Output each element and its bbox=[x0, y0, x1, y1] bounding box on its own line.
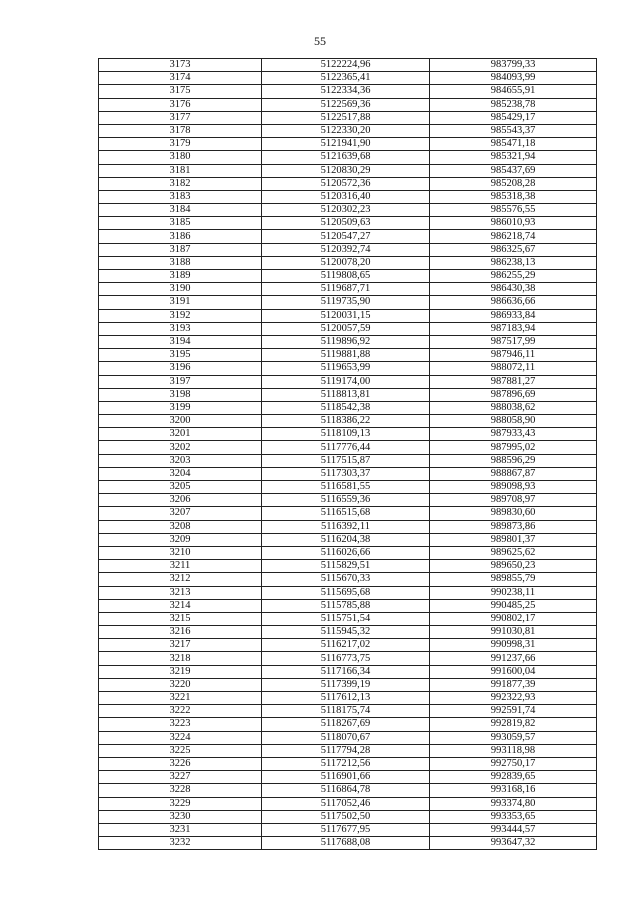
y-coordinate-cell: 990238,11 bbox=[430, 586, 597, 599]
table-row bbox=[99, 665, 597, 678]
x-coordinate-cell: 5116217,02 bbox=[262, 639, 430, 652]
table-row bbox=[99, 810, 597, 823]
y-coordinate-cell: 991600,04 bbox=[430, 665, 597, 678]
x-coordinate-cell: 5115695,68 bbox=[262, 586, 430, 599]
y-coordinate-cell: 986255,29 bbox=[430, 270, 597, 283]
x-coordinate-cell: 5117688,08 bbox=[262, 837, 430, 850]
point-number-cell: 3191 bbox=[99, 296, 262, 309]
x-coordinate-cell: 5117502,50 bbox=[262, 810, 430, 823]
table-row bbox=[99, 757, 597, 770]
point-number-cell: 3177 bbox=[99, 111, 262, 124]
point-number-cell: 3202 bbox=[99, 441, 262, 454]
point-number-cell: 3207 bbox=[99, 507, 262, 520]
x-coordinate-cell: 5119896,92 bbox=[262, 335, 430, 348]
table-row bbox=[99, 322, 597, 335]
y-coordinate-cell: 987881,27 bbox=[430, 375, 597, 388]
x-coordinate-cell: 5120572,36 bbox=[262, 177, 430, 190]
point-number-cell: 3180 bbox=[99, 151, 262, 164]
table-row bbox=[99, 190, 597, 203]
point-number-cell: 3185 bbox=[99, 217, 262, 230]
point-number-cell: 3221 bbox=[99, 692, 262, 705]
y-coordinate-cell: 987946,11 bbox=[430, 349, 597, 362]
point-number-cell: 3219 bbox=[99, 665, 262, 678]
table-row bbox=[99, 362, 597, 375]
point-number-cell: 3210 bbox=[99, 546, 262, 559]
y-coordinate-cell: 989708,97 bbox=[430, 494, 597, 507]
point-number-cell: 3222 bbox=[99, 705, 262, 718]
point-number-cell: 3213 bbox=[99, 586, 262, 599]
x-coordinate-cell: 5116515,68 bbox=[262, 507, 430, 520]
x-coordinate-cell: 5120302,23 bbox=[262, 204, 430, 217]
point-number-cell: 3201 bbox=[99, 428, 262, 441]
x-coordinate-cell: 5118542,38 bbox=[262, 401, 430, 414]
table-row bbox=[99, 72, 597, 85]
point-number-cell: 3216 bbox=[99, 626, 262, 639]
point-number-cell: 3196 bbox=[99, 362, 262, 375]
x-coordinate-cell: 5117677,95 bbox=[262, 823, 430, 836]
point-number-cell: 3194 bbox=[99, 335, 262, 348]
y-coordinate-cell: 989625,62 bbox=[430, 546, 597, 559]
point-number-cell: 3227 bbox=[99, 771, 262, 784]
y-coordinate-cell: 993647,32 bbox=[430, 837, 597, 850]
x-coordinate-cell: 5118386,22 bbox=[262, 415, 430, 428]
x-coordinate-cell: 5118267,69 bbox=[262, 718, 430, 731]
table-row bbox=[99, 335, 597, 348]
table-row bbox=[99, 599, 597, 612]
table-row bbox=[99, 797, 597, 810]
y-coordinate-cell: 985437,69 bbox=[430, 164, 597, 177]
x-coordinate-cell: 5121639,68 bbox=[262, 151, 430, 164]
y-coordinate-cell: 985321,94 bbox=[430, 151, 597, 164]
point-number-cell: 3208 bbox=[99, 520, 262, 533]
point-number-cell: 3189 bbox=[99, 270, 262, 283]
x-coordinate-cell: 5122224,96 bbox=[262, 59, 430, 72]
point-number-cell: 3204 bbox=[99, 467, 262, 480]
table-row bbox=[99, 98, 597, 111]
table-row bbox=[99, 124, 597, 137]
x-coordinate-cell: 5117515,87 bbox=[262, 454, 430, 467]
x-coordinate-cell: 5119653,99 bbox=[262, 362, 430, 375]
point-number-cell: 3190 bbox=[99, 283, 262, 296]
table-row bbox=[99, 612, 597, 625]
y-coordinate-cell: 993444,57 bbox=[430, 823, 597, 836]
point-number-cell: 3174 bbox=[99, 72, 262, 85]
point-number-cell: 3183 bbox=[99, 190, 262, 203]
y-coordinate-cell: 988038,62 bbox=[430, 401, 597, 414]
y-coordinate-cell: 991030,81 bbox=[430, 626, 597, 639]
table-row bbox=[99, 718, 597, 731]
point-number-cell: 3226 bbox=[99, 757, 262, 770]
y-coordinate-cell: 988072,11 bbox=[430, 362, 597, 375]
y-coordinate-cell: 985471,18 bbox=[430, 138, 597, 151]
table-row bbox=[99, 573, 597, 586]
table-row bbox=[99, 560, 597, 573]
y-coordinate-cell: 989830,60 bbox=[430, 507, 597, 520]
x-coordinate-cell: 5116392,11 bbox=[262, 520, 430, 533]
point-number-cell: 3178 bbox=[99, 124, 262, 137]
table-row bbox=[99, 138, 597, 151]
point-number-cell: 3212 bbox=[99, 573, 262, 586]
point-number-cell: 3203 bbox=[99, 454, 262, 467]
y-coordinate-cell: 986010,93 bbox=[430, 217, 597, 230]
point-number-cell: 3223 bbox=[99, 718, 262, 731]
table-row bbox=[99, 59, 597, 72]
y-coordinate-cell: 992819,82 bbox=[430, 718, 597, 731]
point-number-cell: 3197 bbox=[99, 375, 262, 388]
point-number-cell: 3206 bbox=[99, 494, 262, 507]
point-number-cell: 3225 bbox=[99, 744, 262, 757]
y-coordinate-cell: 990802,17 bbox=[430, 612, 597, 625]
table-row bbox=[99, 256, 597, 269]
y-coordinate-cell: 986430,38 bbox=[430, 283, 597, 296]
table-row bbox=[99, 546, 597, 559]
y-coordinate-cell: 992591,74 bbox=[430, 705, 597, 718]
point-number-cell: 3228 bbox=[99, 784, 262, 797]
y-coordinate-cell: 987995,02 bbox=[430, 441, 597, 454]
table-row bbox=[99, 837, 597, 850]
point-number-cell: 3218 bbox=[99, 652, 262, 665]
point-number-cell: 3198 bbox=[99, 388, 262, 401]
table-row bbox=[99, 507, 597, 520]
table-row bbox=[99, 164, 597, 177]
coordinates-table bbox=[98, 58, 597, 850]
y-coordinate-cell: 989801,37 bbox=[430, 533, 597, 546]
x-coordinate-cell: 5119808,65 bbox=[262, 270, 430, 283]
x-coordinate-cell: 5118109,13 bbox=[262, 428, 430, 441]
x-coordinate-cell: 5116204,38 bbox=[262, 533, 430, 546]
point-number-cell: 3182 bbox=[99, 177, 262, 190]
y-coordinate-cell: 988867,87 bbox=[430, 467, 597, 480]
table-row bbox=[99, 771, 597, 784]
x-coordinate-cell: 5120547,27 bbox=[262, 230, 430, 243]
point-number-cell: 3179 bbox=[99, 138, 262, 151]
table-row bbox=[99, 441, 597, 454]
y-coordinate-cell: 987933,43 bbox=[430, 428, 597, 441]
point-number-cell: 3214 bbox=[99, 599, 262, 612]
table-row bbox=[99, 415, 597, 428]
y-coordinate-cell: 989650,23 bbox=[430, 560, 597, 573]
x-coordinate-cell: 5117166,34 bbox=[262, 665, 430, 678]
point-number-cell: 3224 bbox=[99, 731, 262, 744]
table-row bbox=[99, 349, 597, 362]
y-coordinate-cell: 993168,16 bbox=[430, 784, 597, 797]
point-number-cell: 3200 bbox=[99, 415, 262, 428]
point-number-cell: 3181 bbox=[99, 164, 262, 177]
table-row bbox=[99, 296, 597, 309]
table-row bbox=[99, 151, 597, 164]
x-coordinate-cell: 5116901,66 bbox=[262, 771, 430, 784]
point-number-cell: 3175 bbox=[99, 85, 262, 98]
table-row bbox=[99, 520, 597, 533]
x-coordinate-cell: 5118175,74 bbox=[262, 705, 430, 718]
table-row bbox=[99, 639, 597, 652]
table-row bbox=[99, 401, 597, 414]
point-number-cell: 3192 bbox=[99, 309, 262, 322]
x-coordinate-cell: 5120392,74 bbox=[262, 243, 430, 256]
x-coordinate-cell: 5122569,36 bbox=[262, 98, 430, 111]
x-coordinate-cell: 5119174,00 bbox=[262, 375, 430, 388]
table-row bbox=[99, 744, 597, 757]
y-coordinate-cell: 993353,65 bbox=[430, 810, 597, 823]
y-coordinate-cell: 987183,94 bbox=[430, 322, 597, 335]
x-coordinate-cell: 5116773,75 bbox=[262, 652, 430, 665]
y-coordinate-cell: 989098,93 bbox=[430, 481, 597, 494]
y-coordinate-cell: 993118,98 bbox=[430, 744, 597, 757]
x-coordinate-cell: 5122334,36 bbox=[262, 85, 430, 98]
x-coordinate-cell: 5115670,33 bbox=[262, 573, 430, 586]
y-coordinate-cell: 984655,91 bbox=[430, 85, 597, 98]
y-coordinate-cell: 986636,66 bbox=[430, 296, 597, 309]
y-coordinate-cell: 989873,86 bbox=[430, 520, 597, 533]
x-coordinate-cell: 5115785,88 bbox=[262, 599, 430, 612]
y-coordinate-cell: 984093,99 bbox=[430, 72, 597, 85]
x-coordinate-cell: 5120031,15 bbox=[262, 309, 430, 322]
point-number-cell: 3220 bbox=[99, 678, 262, 691]
table-row bbox=[99, 388, 597, 401]
table-row bbox=[99, 705, 597, 718]
table-row bbox=[99, 217, 597, 230]
table-row bbox=[99, 85, 597, 98]
y-coordinate-cell: 985238,78 bbox=[430, 98, 597, 111]
y-coordinate-cell: 992322,93 bbox=[430, 692, 597, 705]
y-coordinate-cell: 989855,79 bbox=[430, 573, 597, 586]
x-coordinate-cell: 5118813,81 bbox=[262, 388, 430, 401]
table-row bbox=[99, 481, 597, 494]
point-number-cell: 3187 bbox=[99, 243, 262, 256]
y-coordinate-cell: 990998,31 bbox=[430, 639, 597, 652]
table-row bbox=[99, 375, 597, 388]
table-row bbox=[99, 586, 597, 599]
x-coordinate-cell: 5115751,54 bbox=[262, 612, 430, 625]
y-coordinate-cell: 988058,90 bbox=[430, 415, 597, 428]
x-coordinate-cell: 5115945,32 bbox=[262, 626, 430, 639]
table-row bbox=[99, 467, 597, 480]
coordinates-table-body bbox=[99, 59, 597, 850]
y-coordinate-cell: 993059,57 bbox=[430, 731, 597, 744]
point-number-cell: 3184 bbox=[99, 204, 262, 217]
point-number-cell: 3229 bbox=[99, 797, 262, 810]
table-row bbox=[99, 678, 597, 691]
table-row bbox=[99, 494, 597, 507]
table-row bbox=[99, 784, 597, 797]
x-coordinate-cell: 5121941,90 bbox=[262, 138, 430, 151]
table-row bbox=[99, 428, 597, 441]
x-coordinate-cell: 5120316,40 bbox=[262, 190, 430, 203]
table-row bbox=[99, 692, 597, 705]
x-coordinate-cell: 5117303,37 bbox=[262, 467, 430, 480]
y-coordinate-cell: 993374,80 bbox=[430, 797, 597, 810]
x-coordinate-cell: 5122365,41 bbox=[262, 72, 430, 85]
x-coordinate-cell: 5122330,20 bbox=[262, 124, 430, 137]
point-number-cell: 3186 bbox=[99, 230, 262, 243]
y-coordinate-cell: 990485,25 bbox=[430, 599, 597, 612]
point-number-cell: 3231 bbox=[99, 823, 262, 836]
y-coordinate-cell: 987896,69 bbox=[430, 388, 597, 401]
table-row bbox=[99, 177, 597, 190]
y-coordinate-cell: 992750,17 bbox=[430, 757, 597, 770]
table-row bbox=[99, 309, 597, 322]
table-row bbox=[99, 283, 597, 296]
y-coordinate-cell: 991237,66 bbox=[430, 652, 597, 665]
table-row bbox=[99, 204, 597, 217]
table-row bbox=[99, 533, 597, 546]
x-coordinate-cell: 5118070,67 bbox=[262, 731, 430, 744]
y-coordinate-cell: 986325,67 bbox=[430, 243, 597, 256]
y-coordinate-cell: 985543,37 bbox=[430, 124, 597, 137]
x-coordinate-cell: 5116559,36 bbox=[262, 494, 430, 507]
x-coordinate-cell: 5120078,20 bbox=[262, 256, 430, 269]
point-number-cell: 3217 bbox=[99, 639, 262, 652]
x-coordinate-cell: 5117212,56 bbox=[262, 757, 430, 770]
x-coordinate-cell: 5117794,28 bbox=[262, 744, 430, 757]
page-number: 55 bbox=[314, 34, 326, 48]
y-coordinate-cell: 985208,28 bbox=[430, 177, 597, 190]
y-coordinate-cell: 987517,99 bbox=[430, 335, 597, 348]
x-coordinate-cell: 5119735,90 bbox=[262, 296, 430, 309]
x-coordinate-cell: 5117052,46 bbox=[262, 797, 430, 810]
table-row bbox=[99, 626, 597, 639]
x-coordinate-cell: 5119881,88 bbox=[262, 349, 430, 362]
x-coordinate-cell: 5120509,63 bbox=[262, 217, 430, 230]
table-row bbox=[99, 230, 597, 243]
x-coordinate-cell: 5117399,19 bbox=[262, 678, 430, 691]
point-number-cell: 3199 bbox=[99, 401, 262, 414]
point-number-cell: 3195 bbox=[99, 349, 262, 362]
y-coordinate-cell: 986933,84 bbox=[430, 309, 597, 322]
table-row bbox=[99, 454, 597, 467]
point-number-cell: 3211 bbox=[99, 560, 262, 573]
x-coordinate-cell: 5116026,66 bbox=[262, 546, 430, 559]
y-coordinate-cell: 983799,33 bbox=[430, 59, 597, 72]
point-number-cell: 3209 bbox=[99, 533, 262, 546]
y-coordinate-cell: 988596,29 bbox=[430, 454, 597, 467]
table-row bbox=[99, 111, 597, 124]
y-coordinate-cell: 985318,38 bbox=[430, 190, 597, 203]
y-coordinate-cell: 985576,55 bbox=[430, 204, 597, 217]
point-number-cell: 3173 bbox=[99, 59, 262, 72]
point-number-cell: 3232 bbox=[99, 837, 262, 850]
x-coordinate-cell: 5120057,59 bbox=[262, 322, 430, 335]
point-number-cell: 3193 bbox=[99, 322, 262, 335]
y-coordinate-cell: 992839,65 bbox=[430, 771, 597, 784]
point-number-cell: 3188 bbox=[99, 256, 262, 269]
x-coordinate-cell: 5122517,88 bbox=[262, 111, 430, 124]
point-number-cell: 3205 bbox=[99, 481, 262, 494]
x-coordinate-cell: 5115829,51 bbox=[262, 560, 430, 573]
x-coordinate-cell: 5116581,55 bbox=[262, 481, 430, 494]
table-row bbox=[99, 731, 597, 744]
x-coordinate-cell: 5120830,29 bbox=[262, 164, 430, 177]
x-coordinate-cell: 5117612,13 bbox=[262, 692, 430, 705]
y-coordinate-cell: 991877,39 bbox=[430, 678, 597, 691]
y-coordinate-cell: 986218,74 bbox=[430, 230, 597, 243]
table-row bbox=[99, 243, 597, 256]
y-coordinate-cell: 986238,13 bbox=[430, 256, 597, 269]
point-number-cell: 3230 bbox=[99, 810, 262, 823]
table-row bbox=[99, 823, 597, 836]
table-row bbox=[99, 270, 597, 283]
table-row bbox=[99, 652, 597, 665]
point-number-cell: 3176 bbox=[99, 98, 262, 111]
point-number-cell: 3215 bbox=[99, 612, 262, 625]
y-coordinate-cell: 985429,17 bbox=[430, 111, 597, 124]
x-coordinate-cell: 5117776,44 bbox=[262, 441, 430, 454]
x-coordinate-cell: 5119687,71 bbox=[262, 283, 430, 296]
x-coordinate-cell: 5116864,78 bbox=[262, 784, 430, 797]
